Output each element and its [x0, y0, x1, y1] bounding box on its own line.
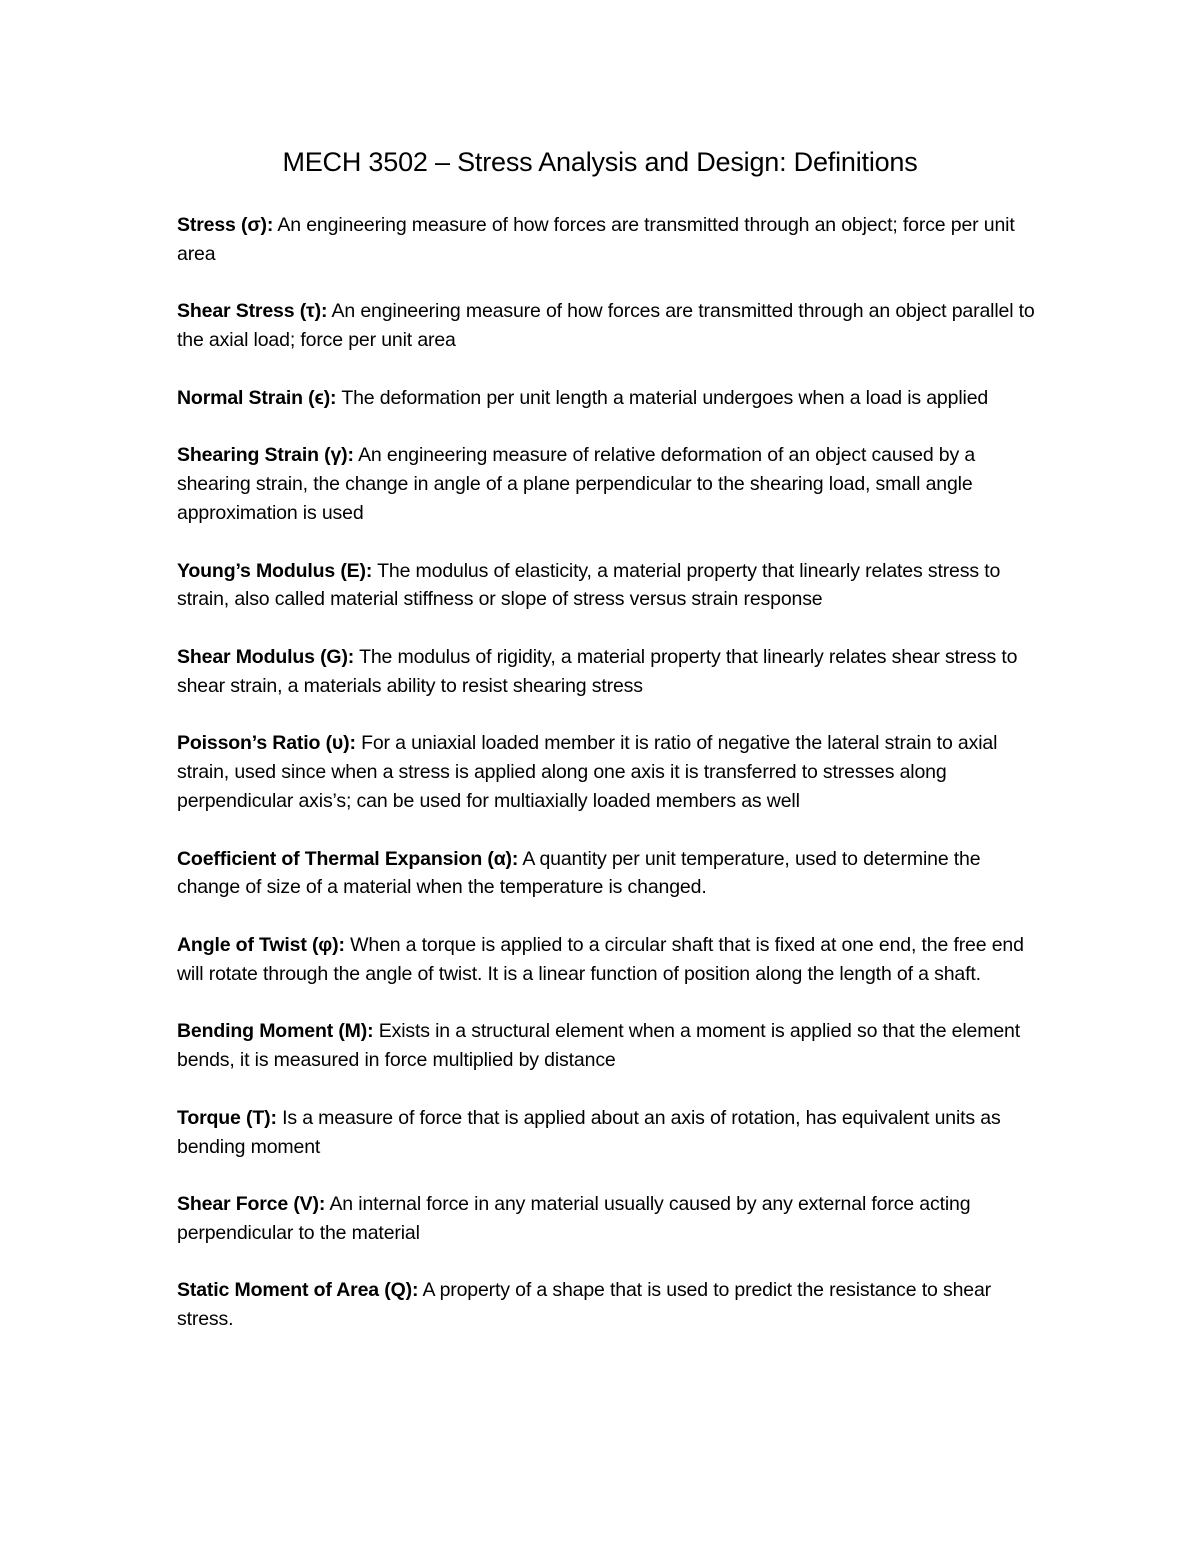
definition-text: When a torque is applied to a circular shaft that is fixed at one end, the free end will rotate through the angle of twist. It is a linear function of position along the length of a shaft. [177, 933, 1024, 985]
definition-text: An internal force in any material usually caused by any external force acting perpendicular to the material [177, 1193, 971, 1244]
definition-text: Exists in a structural element when a moment is applied so that the element bends, it is measured in force multiplied by distance [177, 1020, 1020, 1072]
definition-stress [177, 211, 1037, 269]
definition-text: An engineering measure of relative deformation of an object caused by a shearing strain, the change in angle of a plane perpendicular to the shearing load, small angle approximation is used [177, 444, 976, 524]
definition-static-moment [177, 1276, 1037, 1334]
definition-text: An engineering measure of how forces are transmitted through an object parallel to the axial load; force per unit area [177, 300, 1035, 352]
definition-term: Bending Moment (M): [177, 1020, 374, 1043]
definition-term: Shear Force (V): [177, 1193, 326, 1216]
definition-term: Shearing Strain (γ): [177, 444, 354, 467]
definition-text: An engineering measure of how forces are transmitted through an object; force per unit area [177, 214, 1015, 265]
definition-term: Young’s Modulus (E): [177, 559, 373, 582]
definition-shear-modulus [177, 643, 1037, 701]
definition-normal-strain [177, 384, 1037, 413]
definition-term: Shear Modulus (G): [177, 645, 355, 668]
definition-poissons-ratio [177, 729, 1037, 815]
definition-text: Is a measure of force that is applied about an axis of rotation, has equivalent units as bending moment [177, 1106, 1001, 1158]
definition-term: Coefficient of Thermal Expansion (α): [177, 847, 519, 870]
definition-term: Torque (T): [177, 1106, 277, 1129]
definition-torque [177, 1104, 1037, 1162]
definition-text: The deformation per unit length a material undergoes when a load is applied [341, 386, 989, 409]
definition-shear-stress [177, 297, 1037, 355]
definition-text: A property of a shape that is used to predict the resistance to shear stress. [177, 1279, 992, 1331]
definition-thermal-expansion [177, 845, 1037, 903]
definition-youngs-modulus [177, 557, 1037, 615]
definition-term: Angle of Twist (φ): [177, 933, 345, 956]
definitions-list [177, 211, 1037, 1363]
definition-text: A quantity per unit temperature, used to determine the change of size of a material when the temperature is changed. [177, 847, 981, 899]
definition-shear-force [177, 1190, 1037, 1248]
definition-term: Normal Strain (ϵ): [177, 386, 337, 409]
definition-text: The modulus of elasticity, a material property that linearly relates stress to strain, also called material stiffness or slope of stress versus strain response [177, 559, 1001, 611]
definition-bending-moment [177, 1017, 1037, 1075]
page-title: MECH 3502 – Stress Analysis and Design: Definitions [282, 147, 918, 177]
definition-term: Stress (σ): [177, 214, 274, 236]
definition-term: Shear Stress (τ): [177, 300, 328, 323]
definition-text: For a uniaxial loaded member it is ratio of negative the lateral strain to axial strain, used since when a stress is applied along one axis it is transferred to stresses along perpendicular axis’s; can be used for multiaxially loaded members as well [177, 732, 998, 812]
definition-term: Poisson’s Ratio (υ): [177, 732, 356, 755]
definition-shearing-strain [177, 441, 1037, 527]
definition-term: Static Moment of Area (Q): [177, 1279, 419, 1302]
definition-angle-of-twist [177, 931, 1037, 989]
definition-text: The modulus of rigidity, a material property that linearly relates shear stress to shear strain, a materials ability to resist shearing stress [177, 645, 1018, 697]
